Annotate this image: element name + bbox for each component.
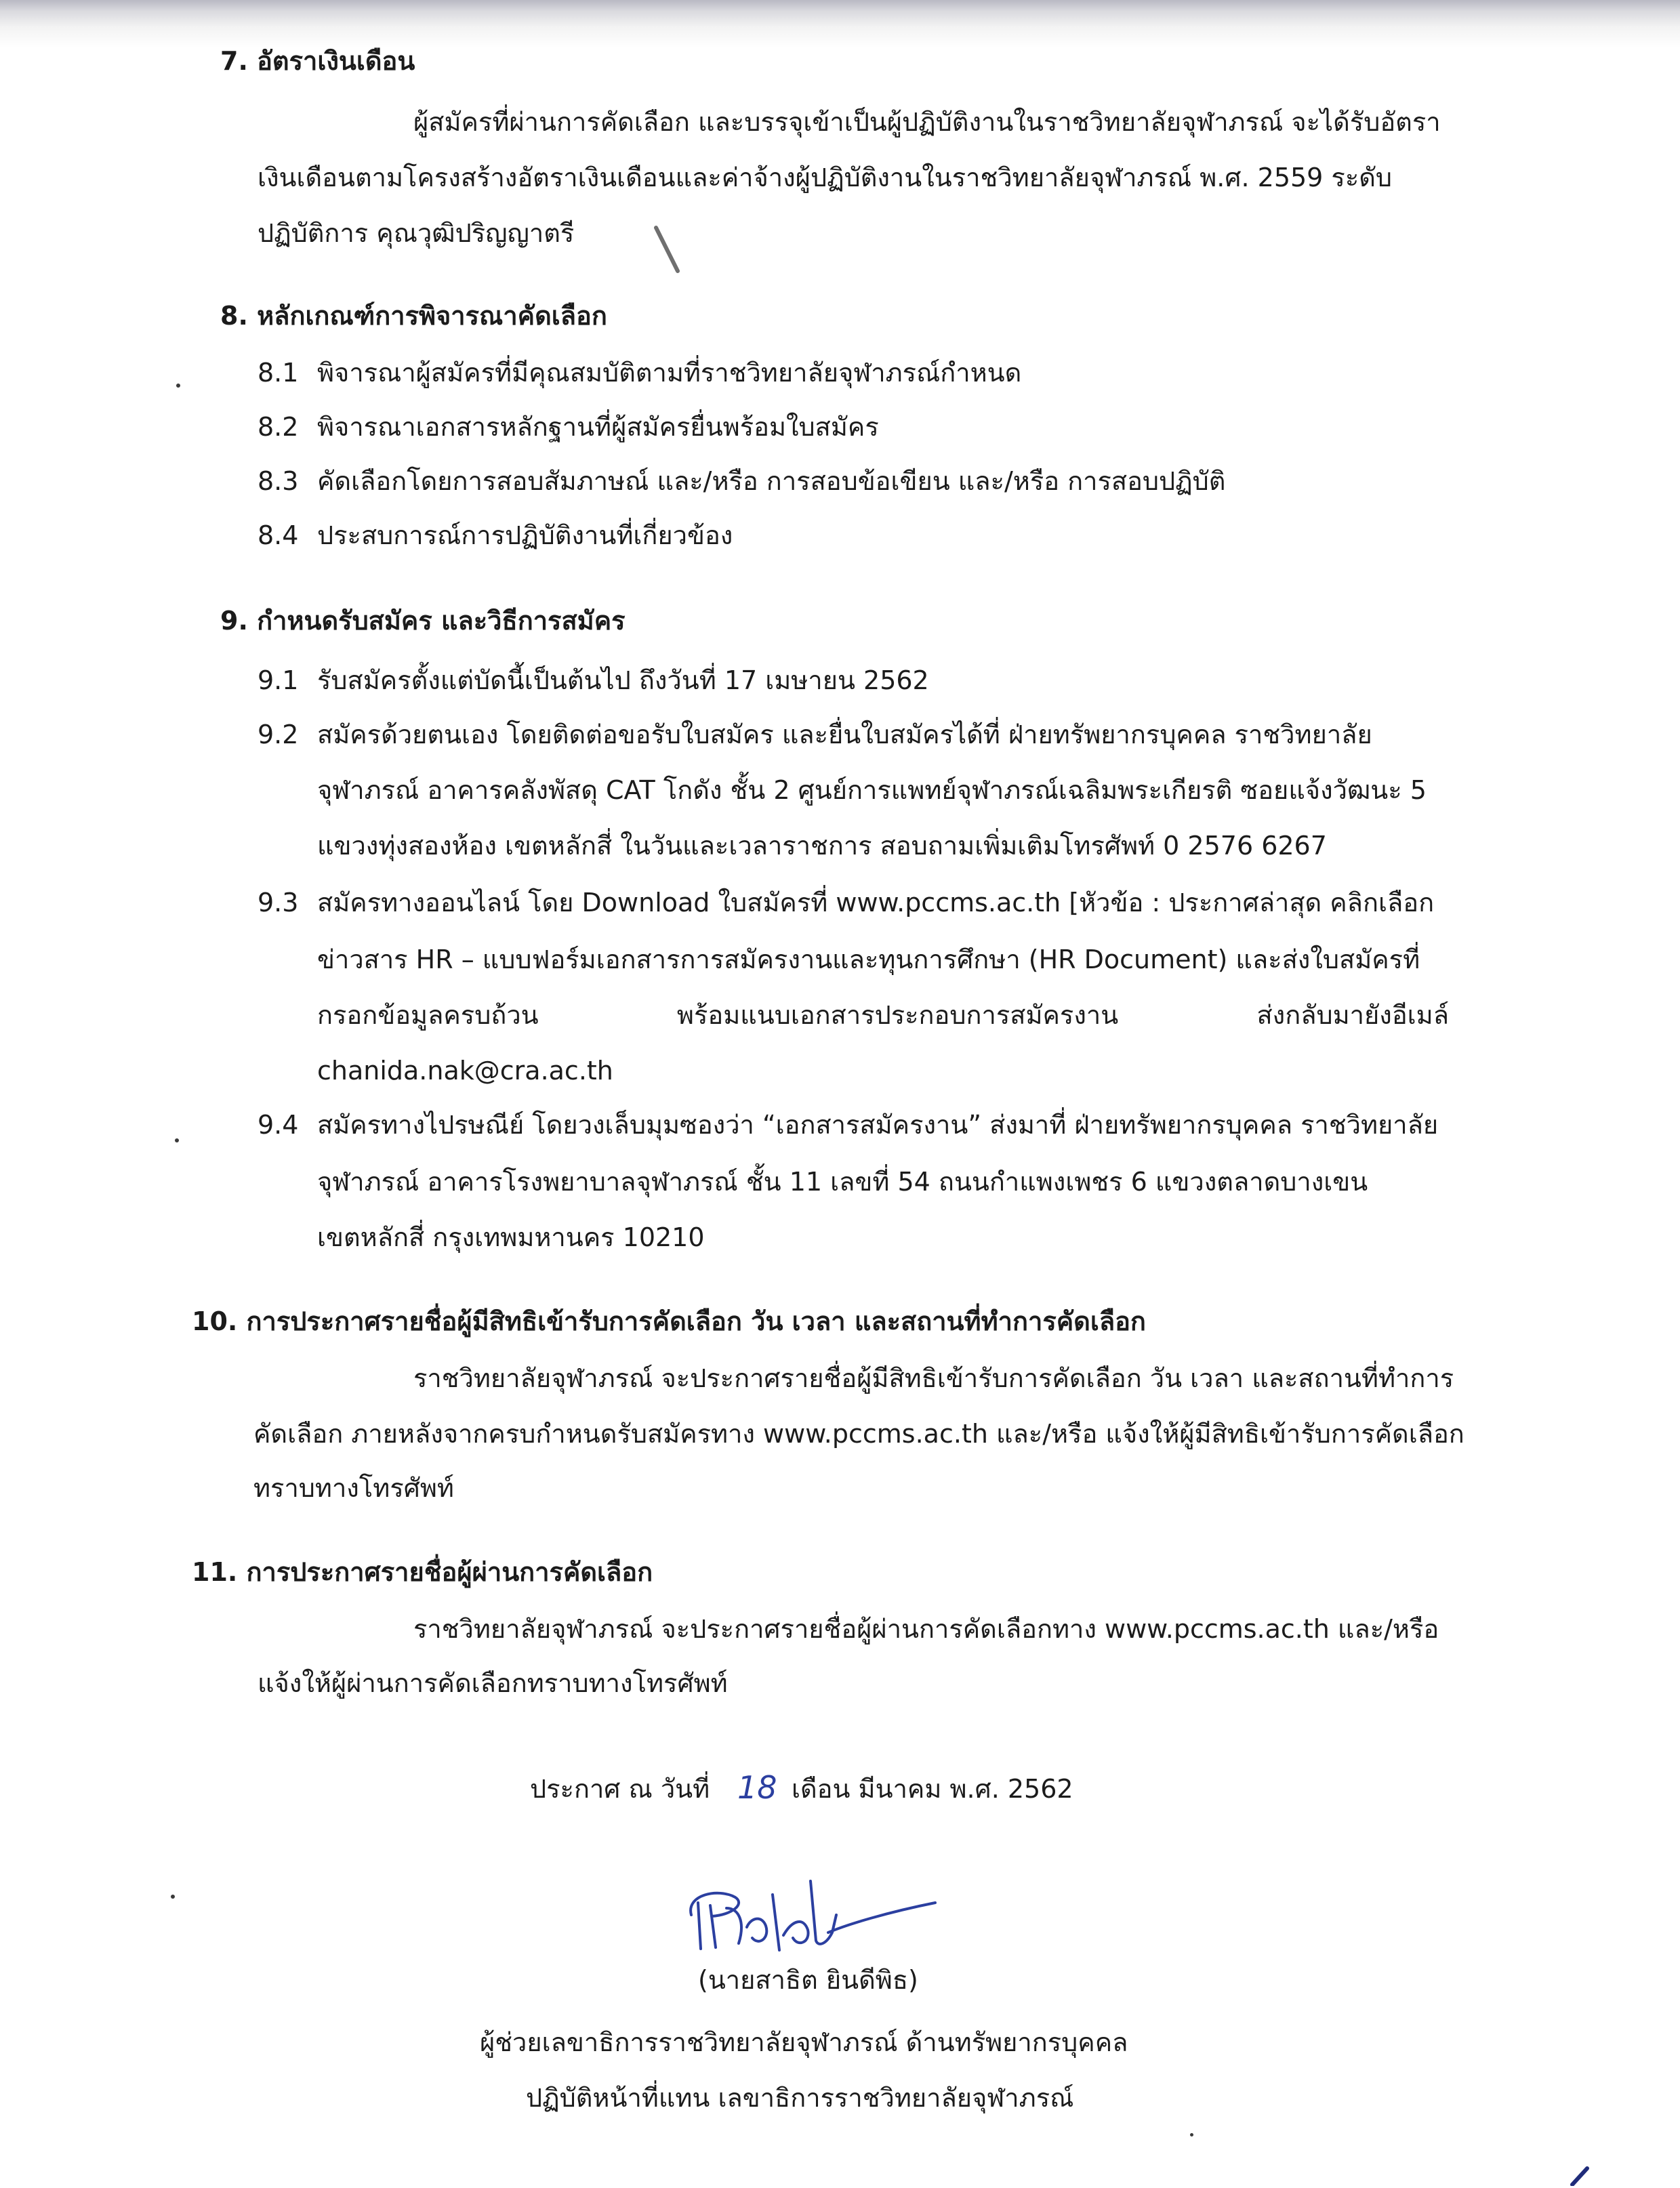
section-9-heading: 9. กำหนดรับสมัคร และวิธีการสมัคร (220, 606, 626, 636)
section-9-item-2-line-3: แขวงทุ่งสองห้อง เขตหลักสี่ ในวันและเวลาราชการ สอบถามเพิ่มเติมโทรศัพท์ 0 2576 6267 (317, 831, 1327, 861)
scan-speck (175, 1138, 179, 1142)
scan-speck (1190, 2133, 1193, 2137)
section-9-item-3-number: 9.3 (258, 888, 299, 917)
section-8-item-1-number: 8.1 (258, 358, 299, 388)
section-10-line-3: ทราบทางโทรศัพท์ (253, 1473, 454, 1503)
section-8-item-3-text: คัดเลือกโดยการสอบสัมภาษณ์ และ/หรือ การสอบข้อเขียน และ/หรือ การสอบปฏิบัติ (317, 466, 1226, 496)
section-10-line-2: คัดเลือก ภายหลังจากครบกำหนดรับสมัครทาง www.pccms.ac.th และ/หรือ แจ้งให้ผู้มีสิทธิเข้ารับการคัดเลือก (253, 1419, 1464, 1449)
section-9-item-4-line-2: จุฬาภรณ์ อาคารโรงพยาบาลจุฬาภรณ์ ชั้น 11 เลขที่ 54 ถนนกำแพงเพชร 6 แขวงตลาดบางเขน (317, 1167, 1368, 1197)
signatory-title-2: ปฏิบัติหน้าที่แทน เลขาธิการราชวิทยาลัยจุฬาภรณ์ (526, 2083, 1074, 2113)
signature-scribble (671, 1867, 956, 1969)
section-9-item-3-line-2: ข่าวสาร HR – แบบฟอร์มเอกสารการสมัครงานและทุนการศึกษา (HR Document) และส่งใบสมัครที่ (317, 945, 1420, 974)
section-8-item-2-text: พิจารณาเอกสารหลักฐานที่ผู้สมัครยื่นพร้อมใบสมัคร (317, 412, 879, 442)
date-line-suffix: เดือน มีนาคม พ.ศ. 2562 (792, 1774, 1073, 1804)
scan-speck (171, 1895, 175, 1899)
section-9-item-3-email: chanida.nak@cra.ac.th (317, 1056, 613, 1086)
section-10-heading: 10. การประกาศรายชื่อผู้มีสิทธิเข้ารับการคัดเลือก วัน เวลา และสถานที่ทำการคัดเลือก (192, 1306, 1146, 1336)
section-7-heading: 7. อัตราเงินเดือน (220, 46, 415, 76)
section-9-item-3-line-3: กรอกข้อมูลครบถ้วน พร้อมแนบเอกสารประกอบการสมัครงาน ส่งกลับมายังอีเมล์ (317, 1000, 1449, 1030)
section-7-line-2: เงินเดือนตามโครงสร้างอัตราเงินเดือนและค่าจ้างผู้ปฏิบัติงานในราชวิทยาลัยจุฬาภรณ์ พ.ศ. 2559 ระดับ (258, 163, 1393, 192)
section-11-line-1: ราชวิทยาลัยจุฬาภรณ์ จะประกาศรายชื่อผู้ผ่านการคัดเลือกทาง www.pccms.ac.th และ/หรือ (413, 1614, 1439, 1644)
date-day-handwritten: 18 (737, 1769, 777, 1806)
section-9-item-1-text: รับสมัครตั้งแต่บัดนี้เป็นต้นไป ถึงวันที่ 17 เมษายน 2562 (317, 665, 929, 695)
scan-speck (176, 384, 180, 388)
section-8-item-4-number: 8.4 (258, 520, 299, 550)
section-9-item-2-line-1: สมัครด้วยตนเอง โดยติดต่อขอรับใบสมัคร และยื่นใบสมัครได้ที่ ฝ่ายทรัพยากรบุคคล ราชวิทยาลัย (317, 720, 1372, 749)
section-11-heading: 11. การประกาศรายชื่อผู้ผ่านการคัดเลือก (192, 1557, 653, 1587)
section-8-item-4-text: ประสบการณ์การปฏิบัติงานที่เกี่ยวข้อง (317, 520, 733, 550)
corner-scan-mark (1570, 2166, 1590, 2186)
section-8-item-1-text: พิจารณาผู้สมัครที่มีคุณสมบัติตามที่ราชวิทยาลัยจุฬาภรณ์กำหนด (317, 358, 1022, 388)
section-9-item-2-number: 9.2 (258, 720, 299, 749)
section-9-item-4-line-3: เขตหลักสี่ กรุงเทพมหานคร 10210 (317, 1222, 705, 1252)
section-9-item-2-line-2: จุฬาภรณ์ อาคารคลังพัสดุ CAT โกดัง ชั้น 2 ศูนย์การแพทย์จุฬาภรณ์เฉลิมพระเกียรติ ซอยแจ้งวัฒนะ 5 (317, 775, 1427, 805)
section-11-line-2: แจ้งให้ผู้ผ่านการคัดเลือกทราบทางโทรศัพท์ (258, 1668, 728, 1698)
date-line-prefix: ประกาศ ณ วันที่ (530, 1774, 710, 1804)
signatory-title-1: ผู้ช่วยเลขาธิการราชวิทยาลัยจุฬาภรณ์ ด้านทรัพยากรบุคคล (480, 2027, 1128, 2057)
section-8-item-2-number: 8.2 (258, 412, 299, 442)
section-10-line-1: ราชวิทยาลัยจุฬาภรณ์ จะประกาศรายชื่อผู้มีสิทธิเข้ารับการคัดเลือก วัน เวลา และสถานที่ทำการ (413, 1363, 1454, 1393)
scan-mark (651, 224, 684, 278)
section-8-heading: 8. หลักเกณฑ์การพิจารณาคัดเลือก (220, 301, 607, 331)
section-9-item-3-line-1: สมัครทางออนไลน์ โดย Download ใบสมัครที่ www.pccms.ac.th [หัวข้อ : ประกาศล่าสุด คลิกเลือก (317, 888, 1435, 917)
section-9-item-4-number: 9.4 (258, 1110, 299, 1140)
section-9-item-1-number: 9.1 (258, 665, 299, 695)
section-8-item-3-number: 8.3 (258, 466, 299, 496)
section-7-line-1: ผู้สมัครที่ผ่านการคัดเลือก และบรรจุเข้าเป็นผู้ปฏิบัติงานในราชวิทยาลัยจุฬาภรณ์ จะได้รับอัตรา (413, 107, 1441, 137)
section-7-line-3: ปฏิบัติการ คุณวุฒิปริญญาตรี (258, 218, 575, 248)
section-9-item-4-line-1: สมัครทางไปรษณีย์ โดยวงเล็บมุมซองว่า “เอกสารสมัครงาน” ส่งมาที่ ฝ่ายทรัพยากรบุคคล ราชวิทยาลัย (317, 1110, 1439, 1140)
signatory-name: (นายสาธิต ยินดีพิธ) (698, 1965, 918, 1995)
